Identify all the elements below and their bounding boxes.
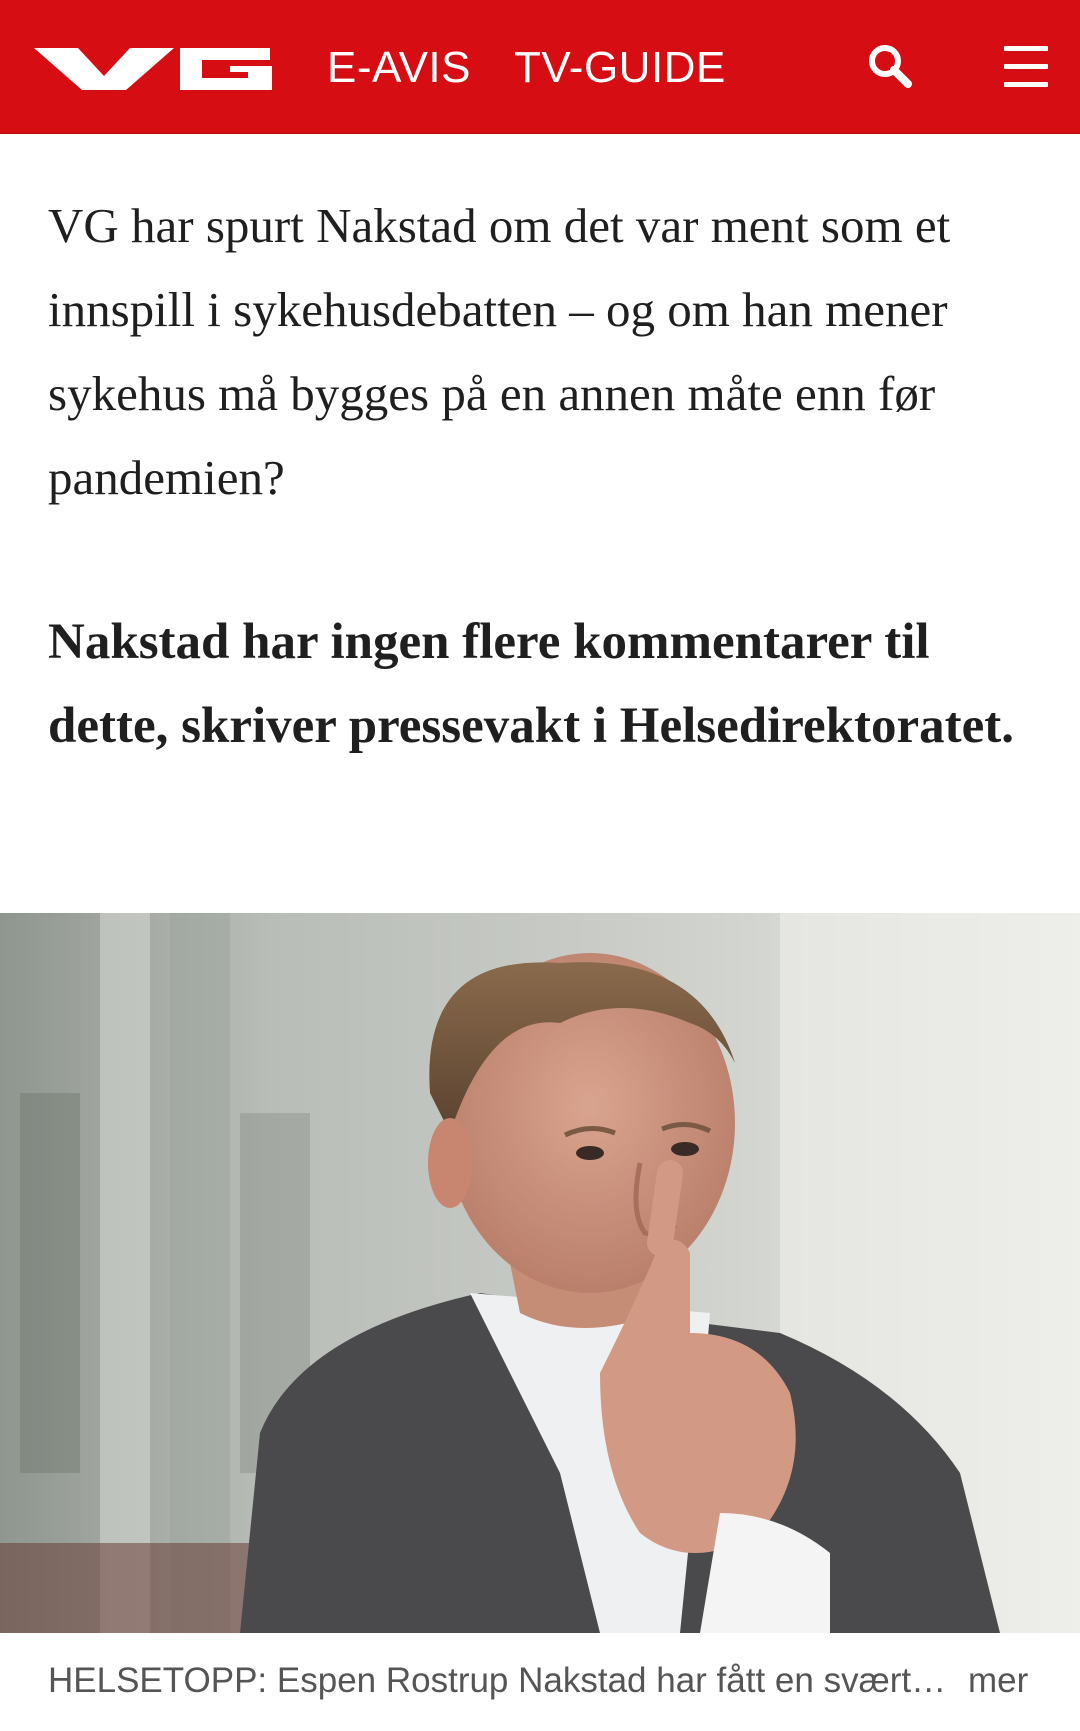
hamburger-menu-icon [1004,64,1048,69]
hamburger-menu-icon [1004,46,1048,51]
article-paragraph: VG har spurt Nakstad om det var ment som et innspill i sykehusdebatten – og om han mener sykehus må bygges på en annen måte enn før pandemien? [48,198,951,505]
article-bold-paragraph: Nakstad har ingen flere kommentarer til dette, skriver pressevakt i Helsedirektoratet. [48,614,1014,754]
caption-text: HELSETOPP: Espen Rostrup Nakstad har fått en svært… [48,1661,947,1700]
hamburger-menu-button[interactable] [1004,46,1048,88]
search-icon [866,42,914,90]
nav-tv-guide-link[interactable]: TV-GUIDE [514,43,726,92]
article-photo[interactable] [0,913,1080,1633]
search-button[interactable] [866,42,914,90]
photo-caption [0,1633,1080,1731]
hamburger-menu-icon [1004,82,1048,87]
caption-more-link[interactable]: mer [968,1661,1029,1700]
portrait-photo [0,913,1080,1633]
nav-e-avis-link[interactable]: E-AVIS [327,43,472,92]
vg-logo[interactable] [34,42,276,94]
top-navigation-bar [0,0,1080,134]
